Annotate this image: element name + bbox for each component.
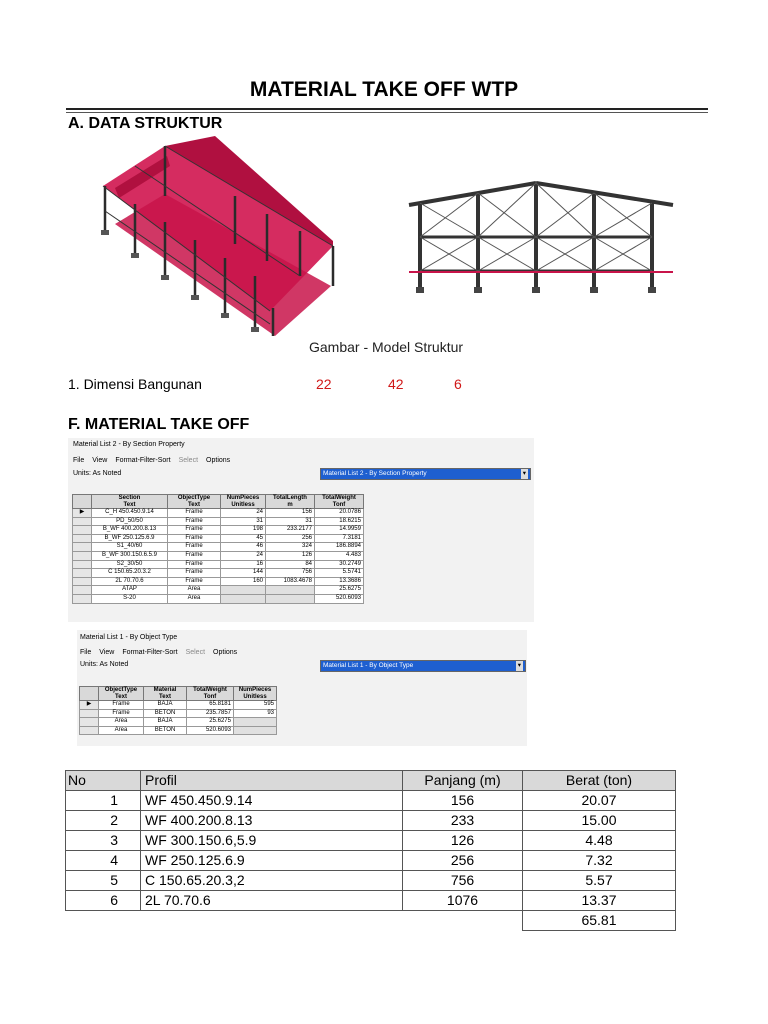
summary-table [65,770,676,931]
table-cell: 13.3686 [315,577,364,586]
dimensi-value-2: 42 [388,376,404,392]
material-list-1-table [79,686,277,735]
table-cell: 5.57 [523,871,676,891]
table-cell [266,594,315,603]
row-selector [80,718,99,727]
row-selector: ▶ [80,701,99,710]
table-cell: 756 [403,871,523,891]
table-cell: 5 [66,871,141,891]
dimensi-value-1: 22 [316,376,332,392]
table-cell: 2L 70.70.6 [92,577,168,586]
row-selector [73,517,92,526]
table-row[interactable] [80,709,277,718]
row-selector [73,543,92,552]
menu-view[interactable]: View [99,649,115,656]
table-cell: C 150.65.20.3,2 [141,871,403,891]
table-row[interactable] [73,569,364,578]
table-cell: Frame [168,551,221,560]
section-f-heading: F. MATERIAL TAKE OFF [68,416,250,433]
table-row[interactable] [73,543,364,552]
material-list-1-units: Units: As Noted [80,661,129,668]
table-row[interactable] [73,594,364,603]
table-cell: 233 [403,811,523,831]
table-cell: PD_50/50 [92,517,168,526]
menu-format[interactable]: Format-Filter-Sort [122,649,178,656]
material-list-2-dropdown[interactable] [320,468,531,480]
table-row[interactable] [73,517,364,526]
row-selector [73,586,92,595]
table-cell: 156 [403,791,523,811]
table-cell: 16 [221,560,266,569]
table-cell: Frame [168,509,221,518]
section-a-heading: A. DATA STRUKTUR [68,115,223,132]
table-cell: Frame [99,701,144,710]
table-cell: 1083.4678 [266,577,315,586]
table-cell: 756 [266,569,315,578]
table-row [66,791,676,811]
table-cell: BETON [144,709,187,718]
table-cell: C_H 450.450.9.14 [92,509,168,518]
row-selector [80,726,99,735]
col-totallength: TotalLength m [266,495,315,509]
table-cell: Frame [168,534,221,543]
table-cell: 13.37 [523,891,676,911]
table-cell: Frame [168,560,221,569]
table-cell: 93 [234,709,277,718]
table-cell: Frame [168,543,221,552]
table-cell: 20.07 [523,791,676,811]
table-cell: BAJA [144,718,187,727]
table-row [66,871,676,891]
material-list-1-panel [77,630,527,746]
empty-cell [66,911,141,931]
material-list-2-caption: Material List 2 - By Section Property [73,441,185,448]
dimensi-label: 1. Dimensi Bangunan [68,376,202,392]
table-cell [266,586,315,595]
material-list-1-caption: Material List 1 - By Object Type [80,634,178,641]
table-cell: 156 [266,509,315,518]
col-totalweight: TotalWeight Tonf [315,495,364,509]
table-cell: B_WF 400.200.8.13 [92,526,168,535]
table-row [66,831,676,851]
table-cell: 256 [403,851,523,871]
table-cell: BETON [144,726,187,735]
table-row[interactable] [73,577,364,586]
table-cell: Area [168,594,221,603]
total-weight: 65.81 [523,911,676,931]
table-cell: 3 [66,831,141,851]
table-cell: 24 [221,509,266,518]
table-cell [221,594,266,603]
table-cell: 126 [266,551,315,560]
table-row[interactable] [73,586,364,595]
menu-select[interactable]: Select [178,457,199,464]
menu-options[interactable]: Options [206,457,231,464]
total-row [66,911,676,931]
material-list-1-menu [80,649,245,656]
table-cell: 84 [266,560,315,569]
table-cell: 15.00 [523,811,676,831]
row-selector [73,569,92,578]
table-cell: 144 [221,569,266,578]
col-totalweight: TotalWeight Tonf [187,687,234,701]
material-list-2-units: Units: As Noted [73,470,122,477]
table-cell: C 150.65.20.3.2 [92,569,168,578]
table-cell: 4.48 [523,831,676,851]
menu-file[interactable]: File [73,457,85,464]
col-numpieces: NumPieces Unitless [221,495,266,509]
header-berat: Berat (ton) [523,771,676,791]
table-cell: 7.3181 [315,534,364,543]
table-cell: 160 [221,577,266,586]
menu-file[interactable]: File [80,649,92,656]
table-cell: ATAP [92,586,168,595]
table-row [66,851,676,871]
table-cell: 256 [266,534,315,543]
table-cell: 2L 70.70.6 [141,891,403,911]
dimensi-value-3: 6 [454,376,462,392]
row-selector-header [80,687,99,701]
table-cell: 25.6275 [187,718,234,727]
row-selector-header [73,495,92,509]
header-no: No [66,771,141,791]
page-title: MATERIAL TAKE OFF WTP [249,78,519,101]
table-cell: 25.6275 [315,586,364,595]
table-cell: BAJA [144,701,187,710]
row-selector [73,534,92,543]
table-cell: 1076 [403,891,523,911]
chevron-down-icon: ▾ [517,662,521,669]
table-row[interactable] [73,509,364,518]
dropdown-value: Material List 1 - By Object Type [323,662,414,669]
title-rule-thin [66,112,708,113]
menu-view[interactable]: View [92,457,108,464]
menu-select[interactable]: Select [185,649,206,656]
figure-caption: Gambar - Model Struktur [309,339,464,355]
table-cell: WF 450.450.9.14 [141,791,403,811]
row-selector: ▶ [73,509,92,518]
header-profil: Profil [141,771,403,791]
table-row[interactable] [80,701,277,710]
chevron-down-icon: ▾ [522,470,526,477]
row-selector [73,594,92,603]
col-objecttype: ObjectType Text [99,687,144,701]
table-cell: Area [99,718,144,727]
structure-elevation-image [405,175,677,297]
table-cell: 6 [66,891,141,911]
table-cell [234,718,277,727]
table-cell: Area [168,586,221,595]
empty-cell [403,911,523,931]
table-row [66,811,676,831]
table-cell: 186.8894 [315,543,364,552]
table-cell: 2 [66,811,141,831]
material-list-1-dropdown[interactable] [320,660,526,672]
table-cell [221,586,266,595]
table-cell: B_WF 300.150.6.5.9 [92,551,168,560]
table-cell: Frame [168,526,221,535]
table-cell [234,726,277,735]
table-cell: Frame [99,709,144,718]
table-cell: B_WF 250.125.6.9 [92,534,168,543]
row-selector [73,526,92,535]
menu-options[interactable]: Options [213,649,238,656]
table-cell: WF 300.150.6,5.9 [141,831,403,851]
table-cell: 198 [221,526,266,535]
table-cell: Frame [168,517,221,526]
table-cell: 20.0786 [315,509,364,518]
table-cell: Frame [168,569,221,578]
table-cell: 520.6093 [187,726,234,735]
table-cell: 30.2749 [315,560,364,569]
row-selector [80,709,99,718]
table-row[interactable] [80,726,277,735]
table-cell: S2_30/50 [92,560,168,569]
table-cell: 31 [266,517,315,526]
table-cell: 14.9959 [315,526,364,535]
table-cell: 24 [221,551,266,560]
table-cell: WF 250.125.6.9 [141,851,403,871]
table-cell: 18.6215 [315,517,364,526]
table-cell: 4 [66,851,141,871]
structure-3d-image [95,136,335,336]
table-cell: 233.2177 [266,526,315,535]
col-objecttype: ObjectType Text [168,495,221,509]
table-cell: WF 400.200.8.13 [141,811,403,831]
table-cell: S-20 [92,594,168,603]
table-cell: 31 [221,517,266,526]
table-cell: Frame [168,577,221,586]
table-row[interactable] [73,526,364,535]
table-cell: 520.6093 [315,594,364,603]
col-numpieces: NumPieces Unitless [234,687,277,701]
table-cell: 45 [221,534,266,543]
col-section: Section Text [92,495,168,509]
table-row[interactable] [80,718,277,727]
col-material: Material Text [144,687,187,701]
table-row[interactable] [73,551,364,560]
table-cell: 7.32 [523,851,676,871]
table-cell: 595 [234,701,277,710]
material-list-2-menu [73,457,238,464]
table-cell: 1 [66,791,141,811]
table-cell: 4.483 [315,551,364,560]
table-row[interactable] [73,534,364,543]
menu-format[interactable]: Format-Filter-Sort [115,457,171,464]
table-cell: S1_40/60 [92,543,168,552]
table-row [66,891,676,911]
row-selector [73,560,92,569]
title-rule-thick [66,108,708,110]
table-cell: 46 [221,543,266,552]
table-row[interactable] [73,560,364,569]
table-cell: 324 [266,543,315,552]
row-selector [73,551,92,560]
dropdown-value: Material List 2 - By Section Property [323,470,427,477]
material-list-2-table [72,494,364,604]
table-cell: 65.8181 [187,701,234,710]
table-cell: 235.7857 [187,709,234,718]
table-cell: 126 [403,831,523,851]
header-panjang: Panjang (m) [403,771,523,791]
empty-cell [141,911,403,931]
material-list-2-panel [68,438,534,622]
table-cell: 5.5741 [315,569,364,578]
table-cell: Area [99,726,144,735]
row-selector [73,577,92,586]
